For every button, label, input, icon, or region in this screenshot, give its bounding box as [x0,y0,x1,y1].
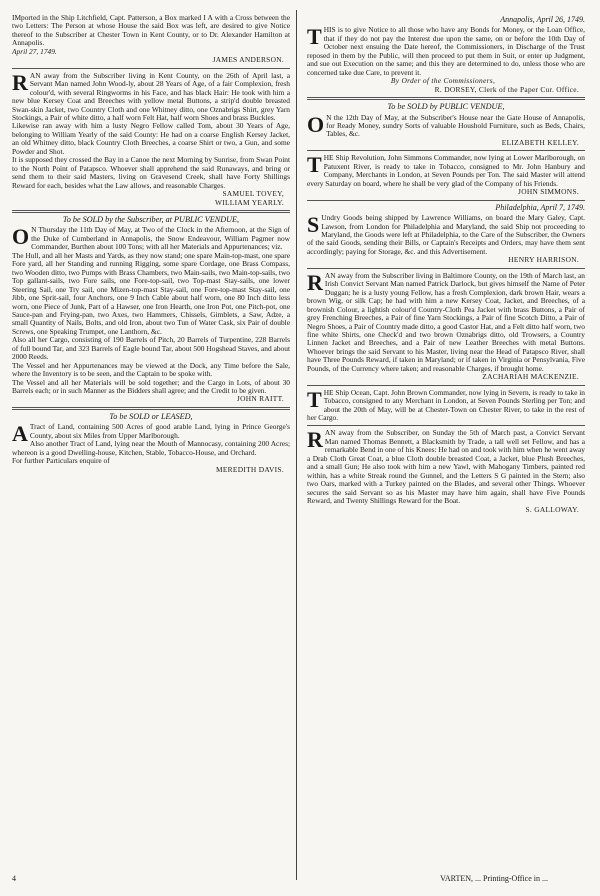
drop-cap: R [12,69,28,95]
ad-dateline: Annapolis, April 26, 1749. [500,15,585,24]
ad-signature: HENRY HARRISON. [508,255,579,265]
ad-text: AN away from the Subscriber living in Kent County, on the 26th of April last, a Servant Man named John Wood-ly, about 28 Years of Age, of a fair Complexion, fresh colour'd, with several Ringworms in his Face, and has black Hair: He took with him a new blue Kersey Coat and Breeches with yellow metal Buttons, a strip'd double breasted Swan-skin Jacket, two Country Cloth and one Whitney ditto, one Oznabrigs Shirt, grey Yarn Stockings, a Pair of white ditto, a half worn Felt Hat, half worn Shoes and brass Buckles. [12,70,290,122]
separator-rule [12,68,290,69]
ad-runaway-baltimore [307,269,585,382]
ad-heading: To be SOLD by the Subscriber, at PUBLIC VENDUE, [62,214,240,224]
drop-cap: S [307,212,320,238]
separator-rule [12,210,290,213]
ad-text: Also all her Cargo, consisting of 190 Barrels of Pitch, 20 Barrels of Turpentine, 228 Barrels of full bound Tar, and 323 Barrels of Eagle bound Tar, about 500 Hogshead Staves, and about 2000 Reeds. [12,335,290,362]
column-divider [296,10,297,880]
ad-signature: ZACHARIAH MACKENZIE. [482,372,579,382]
drop-cap: T [307,24,322,50]
ad-date: April 27, 1749. [12,46,57,56]
drop-cap: R [307,427,323,453]
ad-signature: By Order of the Commissioners, [390,76,496,86]
ad-signature: JAMES ANDERSON. [212,55,284,65]
ad-text: N the 12th Day of May, at the Subscriber's House near the Gate House of Annapolis, for Ready Money, sundry Sorts of valuable Houshold Furniture, such as Beds, Chairs, Tables, &c. [326,112,585,139]
ad-philadelphia-goods [307,204,585,265]
ad-text: It is supposed they crossed the Bay in a Canoe the next Morning by Sunrise, from Swan Point to the North Point of Patapsco. Whoever shall apprehend the said Runaways, and bring or send them to their said Masters, living on Gravesend Creek, shall have Forty Shillings Reward for each, besides what the Law allows, and reasonable Charges. [12,155,290,190]
drop-cap: O [307,111,325,137]
separator-rule [307,425,585,426]
ad-runaway-blacksmith [307,429,585,514]
ad-public-vendue-snow [12,216,290,404]
ad-signature: SAMUEL TOVEY, [222,189,284,199]
ad-text: AN away from the Subscriber, on Sunday the 5th of March past, a Convict Servant Man named Thomas Bennett, a Blacksmith by Trade, a tall well set Fellow, and has a remarkable Bend in one of his Knees: He had on and took with him when he went away a Drab Cloth Great Coat, a blue Cloth double breasted Coat, a Jacket, blue Plush Breeches, and a small Gun; He also took with him a new Yawl, with Mahogany Timbers, painted red within, has a white Streak round the Gunnel, and the Letters S G painted in the Stern; also two Oars, marked with a Turkey painted on the Blades, and several other Things. Whoever secures the said Servant so as his Master may have him again, shall have Five Pounds Reward, and Twenty Shillings Reward for the Boat. [307,428,585,506]
left-column [12,14,290,477]
ad-loan-office-notice [307,16,585,94]
separator-rule [12,407,290,410]
ad-signature: S. GALLOWAY. [525,504,579,514]
page-number: 4 [12,874,16,883]
ad-heading: To be SOLD or LEASED, [109,411,193,421]
ad-furniture-vendue [307,103,585,147]
ad-signature: ELIZABETH KELLEY. [501,137,579,147]
ad-imported-box [12,14,290,65]
ad-text: AN away from the Subscriber living in Baltimore County, on the 19th of March last, an Irish Convict Servant Man named Patrick Darlock, but gives himself the Name of Peter Duggan; he is a lusty young Fellow, has a fresh Complexion, dark brown Hair, wears a brown Wig, or silk Cap; he had with him a new Kersey Coat, Jacket, and Breeches, of a brownish Colour, a lightish colour'd Country-Cloth Pea Jacket with brass Buttons, a Pair of grey Frenching Breeches, a Pair of fine Yarn Stockings, a Pair of fine Scotch Ditto, a Pair of Negro Shoes, a Pair of Country made ditto, a good Castor Hat, and a Felt ditto half worn, two fine white Shirts, one Check'd and two brown Oznabrigs ditto, old Trowsers, a Country Linnen Jacket and Breeches, and a Pair of new Leather Breeches with metal Buttons. Whoever brings the said Servant to his Master, living near the Head of Patapsco River, shall have Three Pounds Reward, if taken in Maryland; or if taken in Virginia or Pensylvania, Five Pounds, of the Currency where taken; and reasonable Charges, if brought home. [307,270,585,373]
ad-dateline: Philadelphia, April 7, 1749. [495,202,585,212]
drop-cap: T [307,386,322,412]
ad-text: Tract of Land, containing 500 Acres of good arable Land, lying in Prince George's County, about six Miles from Upper Marlborough. [29,422,290,440]
ad-ship-ocean [307,386,585,423]
page-footer [12,874,588,888]
separator-rule [307,97,585,100]
ad-text: Undry Goods being shipped by Lawrence Williams, on board the Mary Galey, Capt. Lawson, from London for Philadelphia and Maryland, the said Ship not proceeding to Maryland, the Goods were left at Philadelphia, to the Care of the Subscriber, the Owners of the said Goods, sending their Bills, or Captain's Receipts and Orders, may have them sent accordingly; paying for Storage, &c. and this Advertisement. [307,213,585,256]
ad-text: The Hull, and all her Masts and Yards, as they now stand; one spare Main-top-mast, one spare Fore yard, all her Standing and running Rigging, some spare Cordage, one Brass Compass, two Wooden ditto, two Pumps with Brass Chambers, two Main-sails, two Main-top-sails, two Top gallant-sails, two Fore sails, one Fore-top-sail, two Top-mast Stay-sails, one lower Steering Sail, one Try sail, one Mizen-top-mast Stay-sail, one Fore-top-mast Stay-sail, one Jibb, one Sprit-sail, four Anchors, one 9 Inch Cable about half worn, one 80 Inch ditto less worn, one Piece of Junk, Part of a Hawser, one Iron Hearth, one Iron Pot, one Pitch-pot, one Sauce-pan and Frying-pan, two Axes, two Hammers, Chissels, Gimblets, a Saw, Adze, a small Quantity of Nails, Bolts, and old Iron, about two Tun of Water Cask, six Pair of double Screws, one Speaking Trumpet, one Lanthorn, &c. [12,250,290,336]
ad-text: For further Particulars enquire of [12,456,110,466]
drop-cap: O [12,224,30,250]
ad-text: The Vessel and her Appurtenances may be viewed at the Dock, any Time before the Sale, where the Inventory is to be seen, and the Captain to be spoke with. [12,360,290,379]
ad-land-sale [12,413,290,474]
separator-rule [307,200,585,201]
ad-text: N Thursday the 11th Day of May, at Two of the Clock in the Afternoon, at the Sign of the Duke of Cumberland in Annapolis, the Snow Endeavour, William Pagmer now Commander, Burthen about 100 Tons; with all her Materials and Appurtenances; viz. [31,225,290,252]
ad-text: Also another Tract of Land, lying near the Mouth of Mannocasy, containing 200 Acres; whereon is a good Dwelling-house, Kitchen, Stable, Tobacco-House, and Orchard. [12,439,290,457]
ad-text: HIS is to give Notice to all those who have any Bonds for Money, or the Loan Office, that if they do not pay the Interest due upon the same, on or before the 10th Day of October next ensuing the Date hereof, the Commissioners, in Discharge of the Trust reposed in them by the Public, will then proceed to put them in Suit, or enter up Judgment, and sue out Execution on the same; and this they are determined to do, unless those who are concerned take due Care, to prevent it. [307,25,585,77]
ad-signature: R. DORSEY, Clerk of the Paper Cur. Office. [434,84,579,94]
separator-rule [307,268,585,269]
ad-signature: WILLIAM YEARLY. [214,197,284,207]
separator-rule [307,385,585,386]
ad-ship-revolution [307,154,585,196]
ad-text: The Vessel and all her Materials will be sold together; and the Cargo in Lots, of about 30 Barrels each; or in such Manner as the Bidders shall agree; and the Credit to be given. [12,377,290,396]
drop-cap: T [307,152,322,178]
ad-signature: JOHN SIMMONS. [518,187,579,197]
ad-text: IMported in the Ship Litchfield, Capt. Patterson, a Box marked I A with a Cross between the two Letters: The Person at whose House the said Box was left, are desired to give Notice thereof to the Subscriber at Chester Town in Kent County, or to Dr. Alexander Hamilton at Annapolis. [12,13,290,48]
drop-cap: R [307,269,323,295]
ad-text: HE Ship Ocean, Capt. John Brown Commander, now lying in Severn, is ready to take in Tobacco, consigned to any Merchant in London, at Seven Pounds Sterling per Ton; and about the 20th of May, will be at Chester-Town on Chester River, to take in the rest of her Cargo. [307,387,585,423]
ad-text: HE Ship Revolution, John Simmons Commander, now lying at Lower Marlborough, on Patuxent River, is ready to take in Tobacco, consigned to Mr. John Hanbury and Company, Merchants in London, at Seven Pounds per Ton. The said Master will attend every Saturday on board, where he shall be very glad of the Company of his Friends. [307,153,585,188]
ad-heading: To be SOLD by PUBLIC VENDUE, [387,102,505,112]
right-column [307,14,585,517]
drop-cap: A [12,421,28,447]
printer-imprint: VARTEN, ... Printing-Office in ... [440,874,548,883]
ad-text: Likewise ran away with him a lusty Negro Fellow called Tom, about 30 Years of Age, belonging to William Yearly of the said County: He had on a coarse English Kersey Jacket, an old Whitney ditto, black Country Cloth Breeches, a coarse Shirt or two, a Gun, and some Powder and Shot. [12,121,290,156]
separator-rule [307,150,585,151]
ad-signature: MEREDITH DAVIS. [215,464,284,474]
ad-signature: JOHN RAITT. [236,394,284,404]
ad-runaway-kent [12,69,290,207]
